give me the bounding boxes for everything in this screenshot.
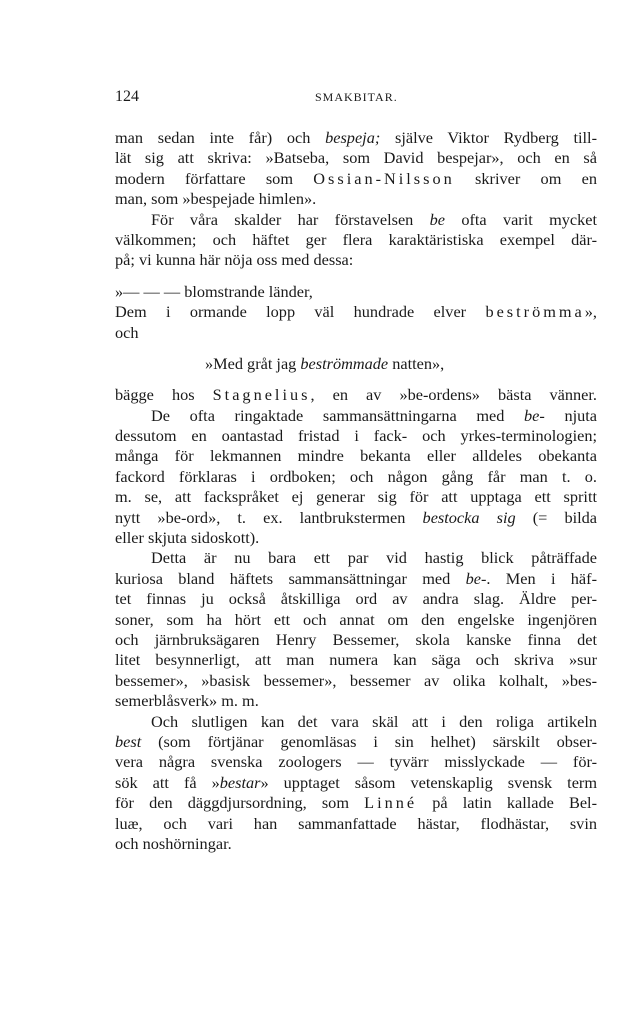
text-line: lät sig att skriva: »Batseba, som David bespejar», och en så <box>115 148 597 168</box>
text-line: och noshörningar. <box>115 833 232 853</box>
text-line: vera några svenska zoologers — tyvärr misslyckade — för- <box>115 752 597 772</box>
text-line: best (som förtjänar genomläsas i sin helhet) särskilt obser- <box>115 731 597 751</box>
quote-line: Dem i ormande lopp väl hundrade elver beströmma», <box>115 302 597 322</box>
page-header <box>115 88 595 110</box>
text-line: m. se, att fackspråket ej generar sig för att upptaga ett spritt <box>115 487 597 507</box>
text-line: Detta är nu bara ett par vid hastig blick påträffade <box>151 548 597 568</box>
running-head: SMAKBITAR. <box>315 90 398 104</box>
text-line: nytt »be-ord», t. ex. lantbrukstermen bestocka sig (= bilda <box>115 507 597 527</box>
text-line: De ofta ringaktade sammansättningarna med be- njuta <box>151 405 598 425</box>
text-line: luæ, och vari han sammanfattade hästar, flodhästar, svin <box>115 813 597 833</box>
quote-line: »Med gråt jag beströmmade natten», <box>205 353 445 373</box>
text-line: modern författare som Ossian-Nilsson skriver om en <box>115 168 597 188</box>
text-line: bägge hos Stagnelius, en av »be-ordens» bästa vänner. <box>115 385 597 405</box>
page-number: 124 <box>115 88 139 105</box>
text-line: bessemer», »basisk bessemer», bessemer av olika kolhalt, »bes- <box>115 670 597 690</box>
quote-line: »— — — blomstrande länder, <box>115 281 313 301</box>
text-line: välkommen; och häftet ger flera karaktäristiska exempel där- <box>115 229 597 249</box>
text-line: tet finnas ju också åtskilliga ord av andra slag. Äldre per- <box>115 589 597 609</box>
text-line: semerblåsverk» m. m. <box>115 691 259 711</box>
text-line: litet besynnerligt, att man numera kan säga och skriva »sur <box>115 650 597 670</box>
text-line: soner, som ha hört ett och annat om den engelske ingenjören <box>115 609 597 629</box>
text-line: fackord förklaras i ordboken; och någon gång får man t. o. <box>115 466 597 486</box>
text-line: för den däggdjursordning, som Linné på latin kallade Bel- <box>115 793 598 813</box>
text-line: För våra skalder har förstavelsen be ofta varit mycket <box>151 209 598 229</box>
text-line: på; vi kunna här nöja oss med dessa: <box>115 250 354 270</box>
text-line: man, som »bespejade himlen». <box>115 189 317 209</box>
spaced-name: Ossian-Nilsson <box>313 168 455 188</box>
spaced-name: Stagnelius <box>212 385 311 405</box>
text-line: och järnbruksägaren Henry Bessemer, skola kanske finna det <box>115 629 597 649</box>
text-line: man sedan inte får) och bespeja; själve Viktor Rydberg till- <box>115 128 597 147</box>
text-line: många för lekmannen mindre bekanta eller alldeles obekanta <box>115 446 597 466</box>
body-text <box>115 128 597 854</box>
text-line: Och slutligen kan det vara skäl att i den roliga artikeln <box>151 711 597 731</box>
spaced-name: Linné <box>364 793 418 813</box>
text-line: och <box>115 322 139 342</box>
text-line: dessutom en oantastad fristad i fack- och yrkes-terminologien; <box>115 426 597 446</box>
text-line: eller skjuta sidoskott). <box>115 528 260 548</box>
text-line: sök att få »bestar» upptaget såsom vetenskaplig svensk term <box>115 772 598 792</box>
text-line: kuriosa bland häftets sammansättningar med be-. Men i häf- <box>115 568 597 588</box>
